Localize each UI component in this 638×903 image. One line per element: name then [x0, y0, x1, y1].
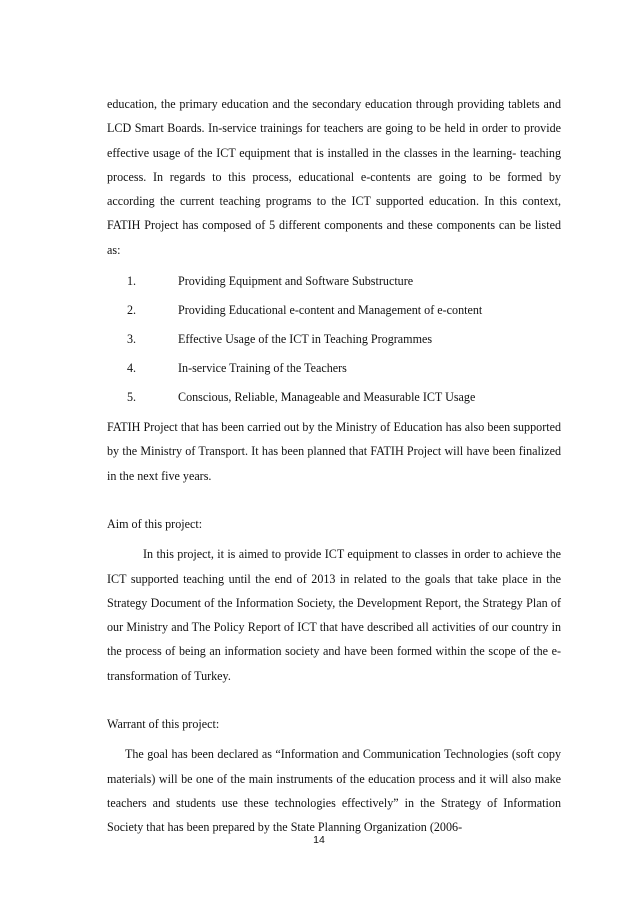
warrant-heading: Warrant of this project: [107, 717, 220, 732]
section-spacer [107, 488, 561, 512]
list-item-text: Providing Equipment and Software Substructure [178, 274, 414, 289]
list-item [107, 382, 561, 411]
aim-paragraph: In this project, it is aimed to provide ICT equipment to classes in order to achieve the ICT supported teaching until the end of 2013 in related to the goals that take place in the Strategy Document of the Information Society, the Development Report, the Strategy Plan of our Ministry and The Policy Report of ICT that have described all activities of our country in the process of being an information society and have been formed within the scope of the e-transformation of Turkey. [107, 547, 561, 683]
list-item [107, 296, 561, 325]
list-item [107, 353, 561, 382]
ministry-paragraph: FATIH Project that has been carried out by the Ministry of Education has also been supported by the Ministry of Transport. It has been planned that FATIH Project will have been finalized in the next five years. [107, 420, 561, 483]
list-item [107, 325, 561, 354]
list-item-number: 1. [127, 274, 137, 289]
section-spacer [107, 688, 561, 712]
list-item-text: Effective Usage of the ICT in Teaching Programmes [178, 331, 433, 346]
components-list [107, 267, 561, 411]
list-item-text: In-service Training of the Teachers [178, 360, 347, 375]
list-item-number: 2. [127, 303, 137, 318]
list-item-number: 3. [127, 331, 137, 346]
body-text [107, 92, 561, 840]
intro-paragraph: education, the primary education and the secondary education through providing tablets and LCD Smart Boards. In-service trainings for teachers are going to be held in order to provide effective usage of the ICT equipment that is installed in the classes in the learning- teaching process. In regards to this process, educational e-contents are going to be formed by according the current teaching programs to the ICT supported education. In this context, FATIH Project has composed of 5 different components and these components can be listed as: [107, 97, 561, 257]
list-item [107, 267, 561, 296]
list-item-number: 5. [127, 389, 137, 404]
list-item-text: Providing Educational e-content and Management of e-content [178, 303, 483, 318]
warrant-paragraph: The goal has been declared as “Information and Communication Technologies (soft copy materials) will be one of the main instruments of the education process and it will also make teachers and students use these technologies effectively” in the Strategy of Information Society that has been prepared by the State Planning Organization (2006- [107, 747, 561, 835]
aim-heading: Aim of this project: [107, 516, 203, 531]
page-number: 14 [313, 834, 325, 846]
list-item-number: 4. [127, 360, 137, 375]
list-item-text: Conscious, Reliable, Manageable and Measurable ICT Usage [178, 389, 476, 404]
